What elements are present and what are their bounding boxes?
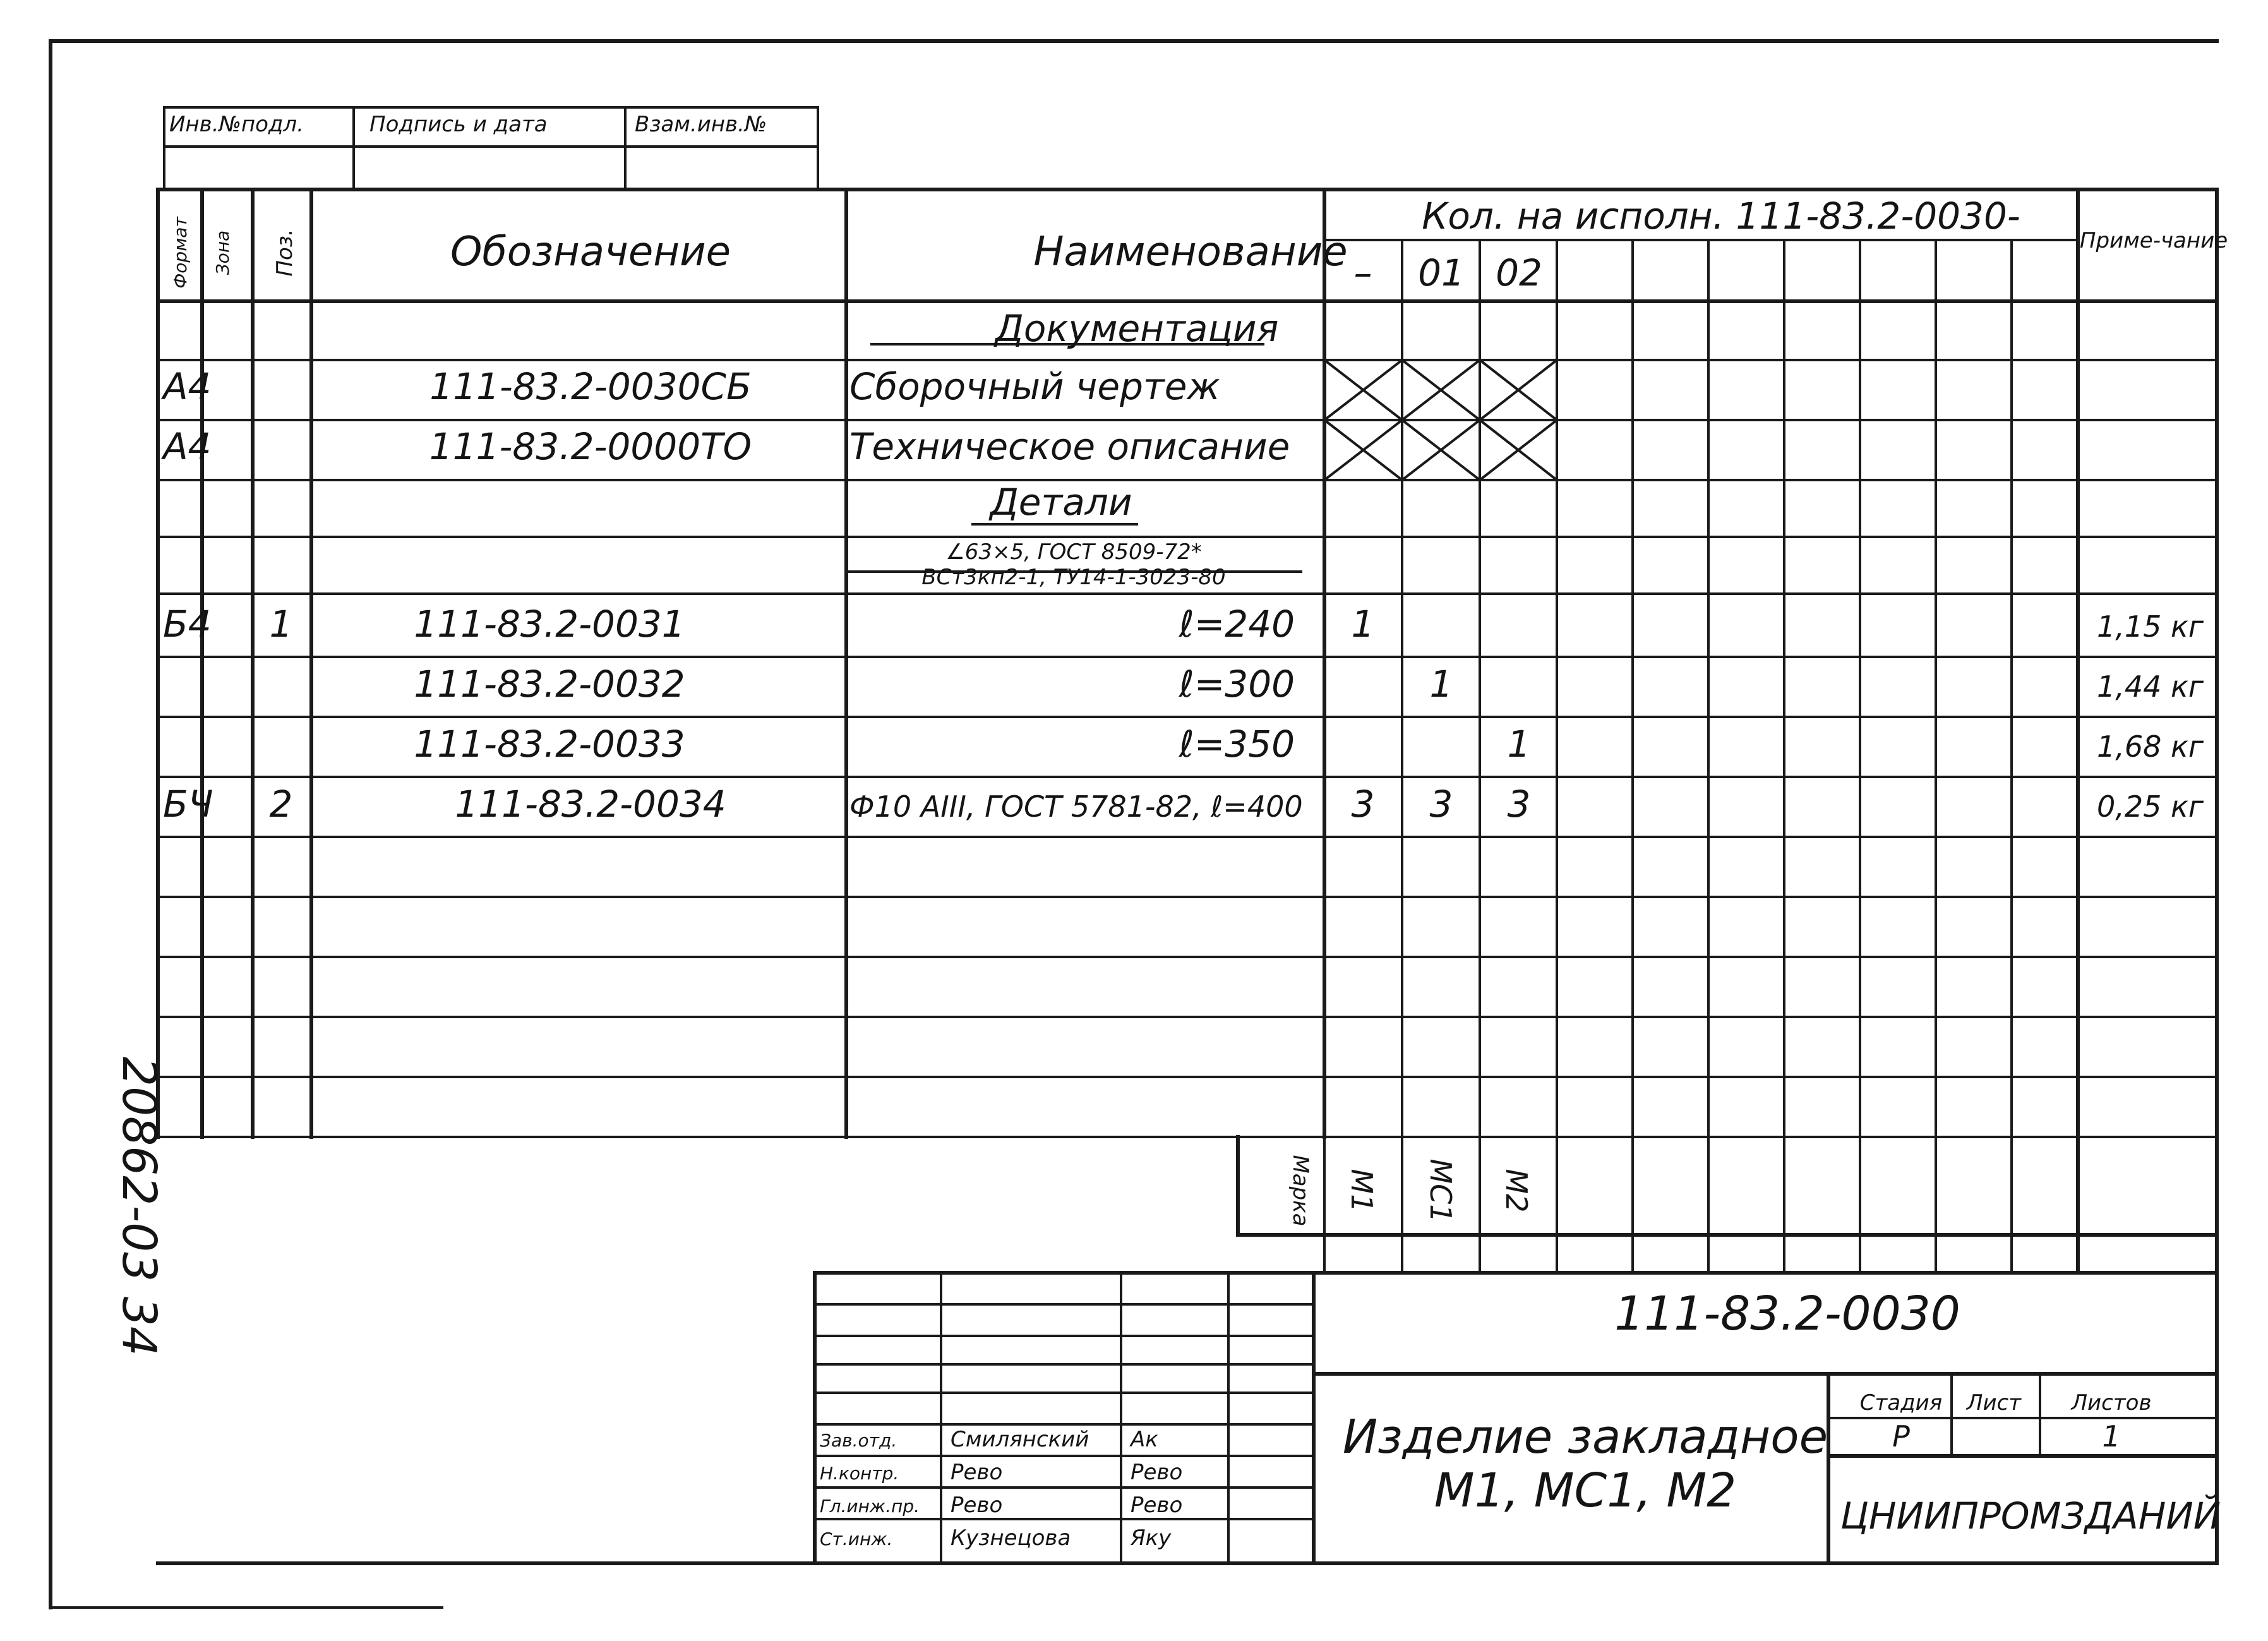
sig-3-role: Ст.инж. [820,1529,893,1549]
header-variant-01: 01 [1418,251,1465,294]
marka-m1: М1 [1345,1169,1379,1213]
row-5-pos: 1 [269,603,293,646]
stamp-replace-label: Взам.инв.№ [635,112,767,137]
header-qty-title: Кол. на исполн. 111-83.2-0030- [1422,195,2020,237]
sig-1-sign: Рево [1131,1460,1183,1485]
product-title: Изделие закладное [1342,1410,1828,1464]
row-7-qty-2: 1 [1507,723,1531,766]
stage-value: Р [1892,1419,1910,1453]
sig-0-name: Смилянский [951,1427,1089,1452]
row-8-format: БЧ [163,783,213,826]
sheet-label: Лист [1966,1390,2022,1416]
row-3-name: Детали [990,481,1132,524]
row-8-note: 0,25 кг [2097,790,2204,824]
row-8-qty-2: 3 [1507,783,1531,826]
stamp-sign-label: Подпись и дата [369,112,548,137]
header-note-text: Приме-чание [2079,228,2228,253]
sheets-value: 1 [2102,1419,2121,1453]
header-pos: Поз. [272,229,297,277]
marka-label: Марка [1288,1155,1313,1227]
sig-2-role: Гл.инж.пр. [820,1496,920,1517]
row-7-name: ℓ=350 [1179,723,1295,766]
sig-1-name: Рево [951,1460,1003,1485]
header-variant-base: – [1353,251,1372,294]
sig-3-sign: Яку [1131,1525,1172,1551]
row-1-format: А4 [163,365,212,408]
sig-1-role: Н.контр. [820,1463,899,1484]
header-name: Наименование [1033,229,1348,275]
organization: ЦНИИПРОМЗДАНИЙ [1840,1494,2221,1537]
row-8-name: Ф10 АIII, ГОСТ 5781-82, ℓ=400 [849,790,1303,824]
row-8-qty-1: 3 [1429,783,1453,826]
row-8-qty-0: 3 [1351,783,1375,826]
document-code: 111-83.2-0030 [1614,1287,1960,1341]
row-5-note: 1,15 кг [2097,610,2204,644]
sig-3-name: Кузнецова [951,1525,1071,1551]
row-5-name: ℓ=240 [1179,603,1295,646]
row-1-designation: 111-83.2-0030СБ [429,365,752,408]
header-format: Формат [170,217,191,289]
sig-0-role: Зав.отд. [820,1430,897,1451]
row-4-name-top: ∠63×5, ГОСТ 8509-72* [945,539,1202,565]
row-1-name: Сборочный чертеж [849,365,1220,408]
row-6-designation: 111-83.2-0032 [414,663,685,706]
drawing-lines [51,41,2217,1608]
row-2-format: А4 [163,425,212,468]
header-note [2080,228,2228,253]
row-5-qty-0: 1 [1351,603,1375,646]
row-6-qty-1: 1 [1429,663,1453,706]
margin-number: 20862-03 34 [112,1057,166,1356]
row-5-format: Б4 [163,603,212,646]
marka-m2: М2 [1499,1169,1533,1213]
row-0-name: Документация [995,307,1279,350]
header-designation: Обозначение [450,229,731,275]
product-subtitle: М1, МС1, М2 [1434,1464,1737,1518]
row-2-name: Техническое описание [849,425,1290,468]
row-7-designation: 111-83.2-0033 [414,723,685,766]
sig-0-sign: Ак [1131,1427,1158,1452]
stage-label: Стадия [1859,1390,1943,1416]
row-2-designation: 111-83.2-0000ТО [429,425,752,468]
row-8-pos: 2 [269,783,293,826]
header-zone: Зона [212,230,233,275]
row-7-note: 1,68 кг [2097,730,2204,764]
marka-mc1: МС1 [1424,1158,1458,1223]
row-6-note: 1,44 кг [2097,670,2204,704]
spec-rows [160,307,2204,826]
stamp-inv-label: Инв.№подл. [169,112,304,137]
sheets-label: Листов [2071,1390,2152,1416]
row-5-designation: 111-83.2-0031 [414,603,685,646]
row-4-name-bottom: ВСт3кп2-1, ТУ14-1-3023-80 [921,565,1226,590]
sig-2-name: Рево [951,1493,1003,1518]
row-8-designation: 111-83.2-0034 [455,783,726,826]
header-variant-02: 02 [1496,251,1542,294]
sig-2-sign: Рево [1131,1493,1183,1518]
row-6-name: ℓ=300 [1179,663,1295,706]
